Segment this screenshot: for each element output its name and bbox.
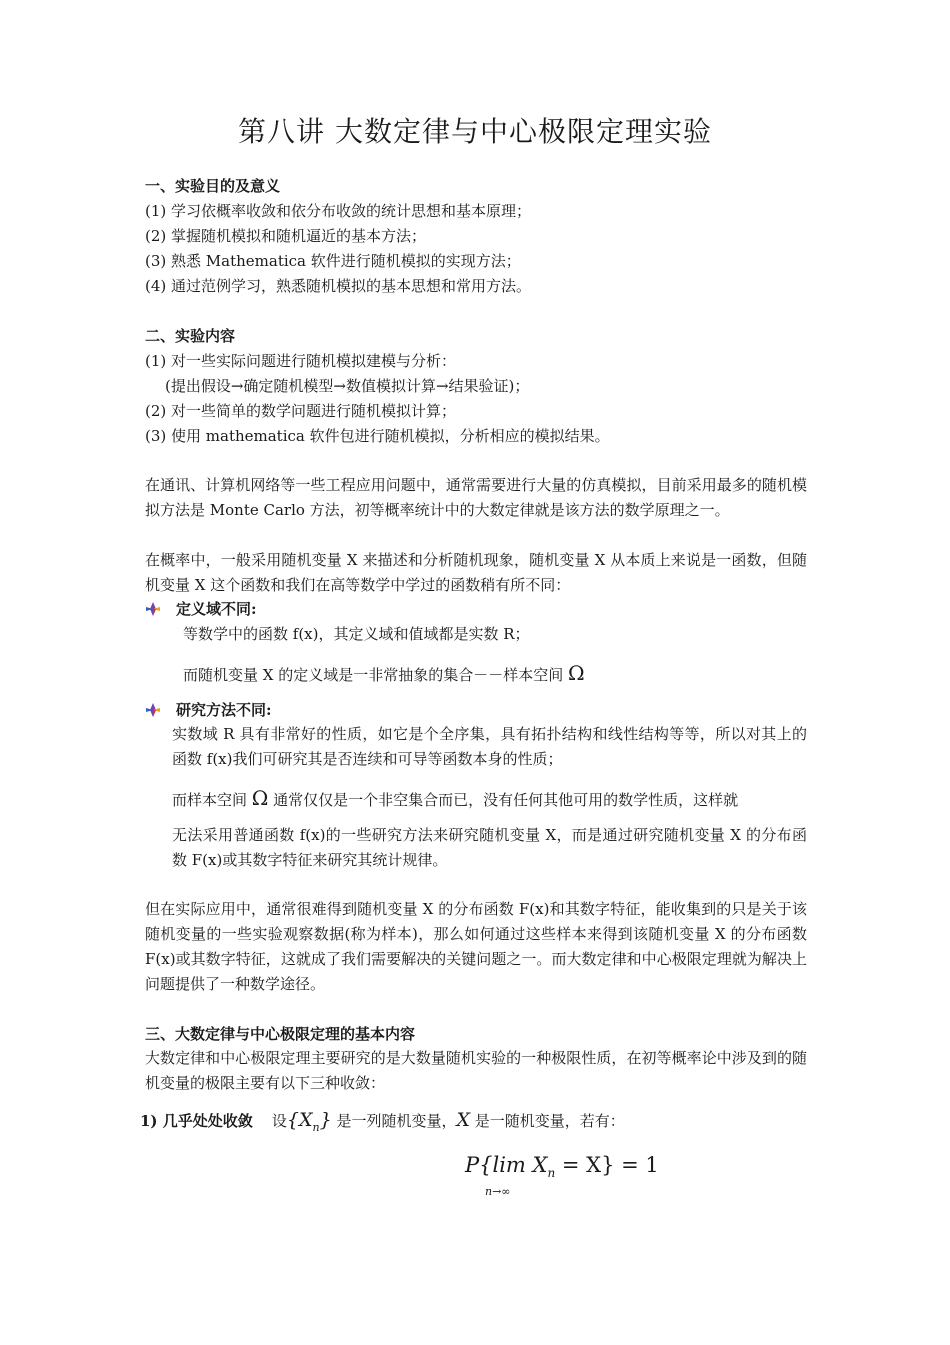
- formula-rest: = X} = 1: [555, 1153, 659, 1177]
- page-title: 第八讲 大数定律与中心极限定理实验: [238, 115, 712, 148]
- sequence-xn-sub: n: [312, 1120, 320, 1134]
- omega-symbol: Ω: [251, 786, 269, 810]
- section2-item-3: (3) 使用 mathematica 软件包进行随机模拟，分析相应的模拟结果。: [145, 427, 610, 445]
- bullet2-text2b: 通常仅仅是一个非空集合而已，没有任何其他可用的数学性质，这样就: [268, 791, 739, 809]
- convergence-item-1-label: 1) 几乎处处收敛: [140, 1112, 253, 1130]
- section1-item-4: (4) 通过范例学习，熟悉随机模拟的基本思想和常用方法。: [145, 277, 532, 295]
- formula-sub-n: n: [547, 1166, 556, 1181]
- colorful-bullet-icon: [145, 702, 161, 718]
- random-variable-x: X: [456, 1109, 470, 1131]
- sequence-xn-main: {X: [286, 1109, 313, 1131]
- section1-item-2: (2) 掌握随机模拟和随机逼近的基本方法；: [145, 227, 427, 245]
- section3-text: 大数定律和中心极限定理主要研究的是大数量随机实验的一种极限性质，在初等概率论中涉及到的随机变量的极限主要有以下三种收敛：: [145, 1049, 807, 1092]
- section1-item-3: (3) 熟悉 Mathematica 软件进行随机模拟的实现方法；: [145, 252, 521, 270]
- bullet1-line2: [183, 663, 585, 685]
- section1-item-1: (1) 学习依概率收敛和依分布收敛的统计思想和基本原理；: [145, 202, 532, 220]
- paragraph-random-variable: 在概率中，一般采用随机变量 X 来描述和分析随机现象，随机变量 X 从本质上来说是一函数，但随机变量 X 这个函数和我们在高等数学中学过的函数稍有所不同：: [145, 551, 807, 594]
- omega-symbol: Ω: [568, 661, 585, 685]
- convergence-item-1-t3: 是一随机变量，若有：: [469, 1112, 625, 1130]
- formula-limit-under: n→∞: [485, 1185, 511, 1198]
- convergence-item-1-t2: 是一列随机变量，: [331, 1112, 457, 1130]
- bullet2-text1: 实数域 R 具有非常好的性质，如它是个全序集，具有拓扑结构和线性结构等等，所以对其上的函数 f(x)我们可研究其是否连续和可导等函数本身的性质；: [172, 725, 807, 768]
- bullet2-line2: [172, 788, 738, 810]
- bullet1-line1: 等数学中的函数 f(x)，其定义域和值域都是实数 R；: [183, 625, 530, 643]
- section2-item-1: (1) 对一些实际问题进行随机模拟建模与分析：: [145, 352, 457, 370]
- convergence-item-1-t1: 设: [271, 1112, 287, 1130]
- sequence-xn-close: }: [319, 1109, 332, 1131]
- bullet1-label: 定义域不同:: [176, 600, 257, 618]
- sequence-xn: [286, 1109, 332, 1134]
- section2-heading: 二、实验内容: [145, 327, 236, 345]
- bullet2-label: 研究方法不同:: [176, 701, 272, 719]
- bullet2-text2a: 而样本空间: [172, 791, 252, 809]
- formula-main: P{lim X: [465, 1153, 548, 1177]
- paragraph-practical: 但在实际应用中，通常很难得到随机变量 X 的分布函数 F(x)和其数字特征，能收集到的只是关于该随机变量的一些实验观察数据(称为样本)，那么如何通过这些样本来得到该随机变量 X 的分布函数 F(x)或其数字特征，这就成了我们需要解决的关键问题之一。而大数定律和中心极限定理就为解决上问题提供了一种数学途径。: [145, 900, 807, 993]
- paragraph-monte-carlo: 在通讯、计算机网络等一些工程应用问题中，通常需要进行大量的仿真模拟，目前采用最多的随机模拟方法是 Monte Carlo 方法，初等概率统计中的大数定律就是该方法的数学原理之一。: [145, 476, 807, 519]
- bullet1-line2-text: 而随机变量 X 的定义域是一非常抽象的集合－－样本空间: [183, 666, 568, 684]
- convergence-item-1: [140, 1110, 625, 1138]
- formula-almost-sure: [465, 1150, 659, 1198]
- section3-heading: 三、大数定律与中心极限定理的基本内容: [145, 1025, 416, 1043]
- bullet2-text3: 无法采用普通函数 f(x)的一些研究方法来研究随机变量 X，而是通过研究随机变量 X 的分布函数 F(x)或其数字特征来研究其统计规律。: [172, 826, 807, 869]
- colorful-bullet-icon: [145, 601, 161, 617]
- section2-item-1-sub: (提出假设→确定随机模型→数值模拟计算→结果验证)；: [165, 377, 530, 395]
- section1-heading: 一、实验目的及意义: [145, 177, 281, 195]
- section2-item-2: (2) 对一些简单的数学问题进行随机模拟计算；: [145, 402, 457, 420]
